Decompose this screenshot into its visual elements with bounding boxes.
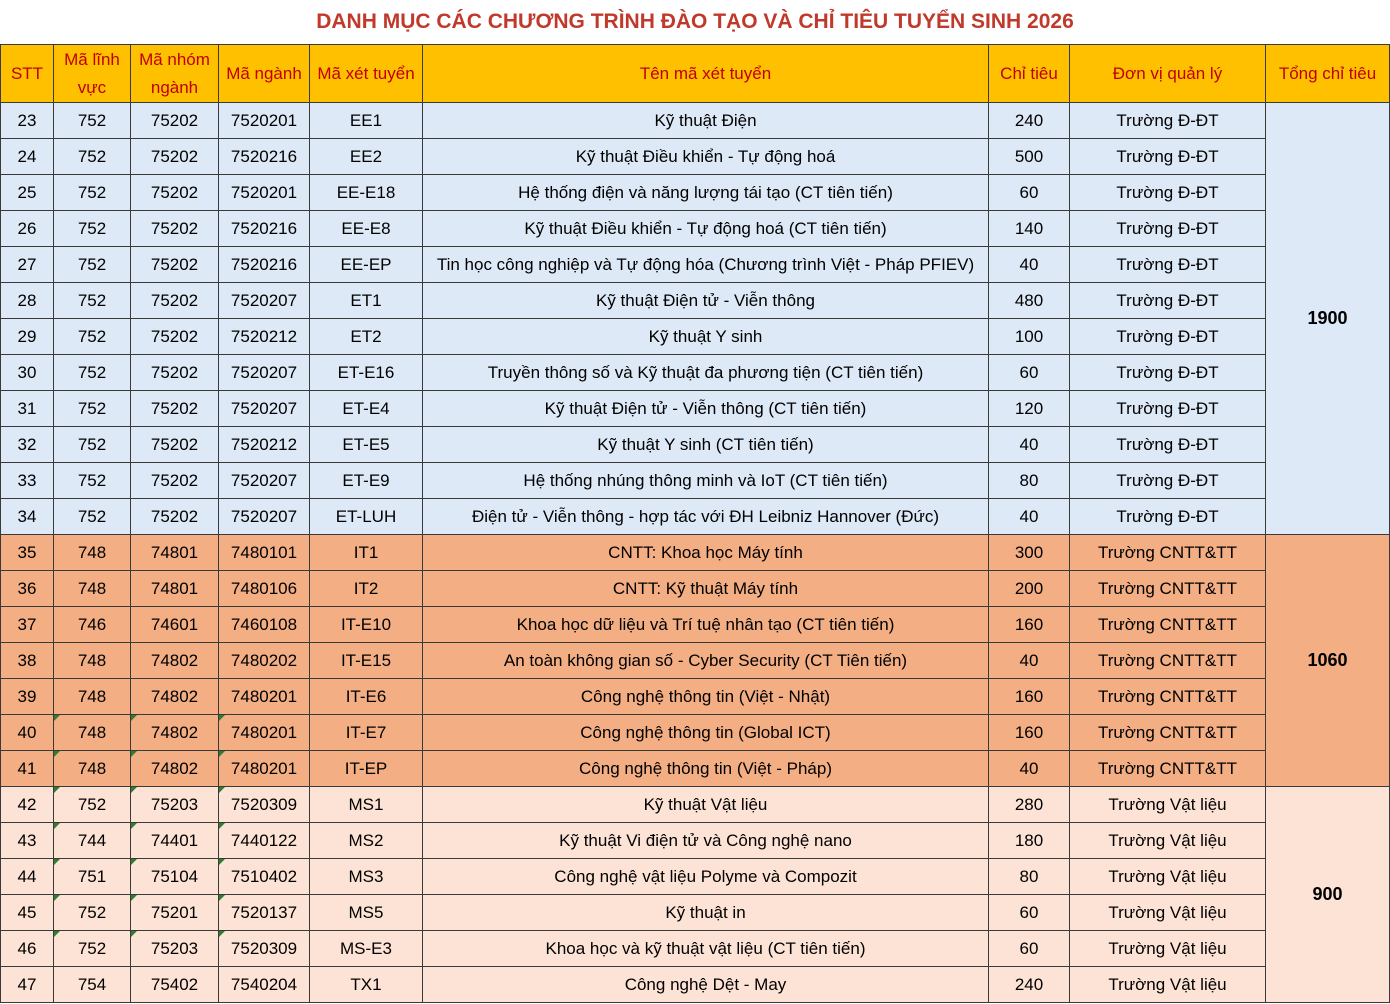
cell-don-vi: Trường Đ-ĐT bbox=[1070, 103, 1266, 139]
cell-ma-nganh: 7520207 bbox=[219, 463, 310, 499]
cell-ma-xet-tuyen: MS5 bbox=[310, 895, 423, 931]
table-row bbox=[1, 283, 1390, 319]
cell-chi-tieu: 200 bbox=[989, 571, 1070, 607]
cell-ten-ma-xet-tuyen: Kỹ thuật Điều khiển - Tự động hoá bbox=[423, 139, 989, 175]
header-ma-nhom-nganh: Mã nhóm ngành bbox=[131, 45, 219, 103]
cell-stt: 36 bbox=[1, 571, 54, 607]
cell-don-vi: Trường Đ-ĐT bbox=[1070, 499, 1266, 535]
cell-ma-nhom-nganh: 75201 bbox=[131, 895, 219, 931]
header-don-vi: Đơn vị quản lý bbox=[1070, 45, 1266, 103]
cell-stt: 32 bbox=[1, 427, 54, 463]
cell-ma-linh-vuc: 751 bbox=[54, 859, 131, 895]
cell-don-vi: Trường CNTT&TT bbox=[1070, 607, 1266, 643]
table-row bbox=[1, 931, 1390, 967]
cell-ten-ma-xet-tuyen: Hệ thống điện và năng lượng tái tạo (CT tiên tiến) bbox=[423, 175, 989, 211]
cell-ma-xet-tuyen: IT-E10 bbox=[310, 607, 423, 643]
cell-stt: 28 bbox=[1, 283, 54, 319]
cell-stt: 25 bbox=[1, 175, 54, 211]
cell-don-vi: Trường CNTT&TT bbox=[1070, 751, 1266, 787]
cell-ten-ma-xet-tuyen: Kỹ thuật Điện tử - Viễn thông bbox=[423, 283, 989, 319]
cell-ten-ma-xet-tuyen: Điện tử - Viễn thông - hợp tác với ĐH Leibniz Hannover (Đức) bbox=[423, 499, 989, 535]
cell-ten-ma-xet-tuyen: Khoa học dữ liệu và Trí tuệ nhân tạo (CT tiên tiến) bbox=[423, 607, 989, 643]
header-ma-nganh: Mã ngành bbox=[219, 45, 310, 103]
cell-ma-xet-tuyen: ET-E9 bbox=[310, 463, 423, 499]
cell-ma-nhom-nganh: 75202 bbox=[131, 103, 219, 139]
cell-ten-ma-xet-tuyen: Công nghệ Dệt - May bbox=[423, 967, 989, 1003]
cell-chi-tieu: 40 bbox=[989, 247, 1070, 283]
cell-ma-nganh: 7520201 bbox=[219, 175, 310, 211]
cell-stt: 31 bbox=[1, 391, 54, 427]
cell-ma-xet-tuyen: IT2 bbox=[310, 571, 423, 607]
cell-ma-nhom-nganh: 75202 bbox=[131, 391, 219, 427]
cell-ten-ma-xet-tuyen: Tin học công nghiệp và Tự động hóa (Chương trình Việt - Pháp PFIEV) bbox=[423, 247, 989, 283]
table-row bbox=[1, 571, 1390, 607]
cell-ten-ma-xet-tuyen: Kỹ thuật Điều khiển - Tự động hoá (CT tiên tiến) bbox=[423, 211, 989, 247]
cell-ma-xet-tuyen: ET-E5 bbox=[310, 427, 423, 463]
table-row bbox=[1, 823, 1390, 859]
cell-ma-linh-vuc: 748 bbox=[54, 751, 131, 787]
cell-don-vi: Trường Vật liệu bbox=[1070, 859, 1266, 895]
cell-ma-nhom-nganh: 75202 bbox=[131, 211, 219, 247]
cell-ma-xet-tuyen: IT1 bbox=[310, 535, 423, 571]
cell-ma-nhom-nganh: 75203 bbox=[131, 931, 219, 967]
cell-ten-ma-xet-tuyen: Kỹ thuật Vật liệu bbox=[423, 787, 989, 823]
header-ten-ma-xet-tuyen: Tên mã xét tuyển bbox=[423, 45, 989, 103]
cell-stt: 46 bbox=[1, 931, 54, 967]
cell-ma-nhom-nganh: 74802 bbox=[131, 679, 219, 715]
cell-ten-ma-xet-tuyen: Kỹ thuật in bbox=[423, 895, 989, 931]
cell-ma-nhom-nganh: 75203 bbox=[131, 787, 219, 823]
cell-ma-nhom-nganh: 74802 bbox=[131, 643, 219, 679]
cell-ma-nhom-nganh: 75202 bbox=[131, 427, 219, 463]
cell-chi-tieu: 60 bbox=[989, 895, 1070, 931]
cell-ma-nganh: 7520212 bbox=[219, 319, 310, 355]
cell-don-vi: Trường Đ-ĐT bbox=[1070, 427, 1266, 463]
table-row bbox=[1, 895, 1390, 931]
cell-stt: 26 bbox=[1, 211, 54, 247]
cell-ma-linh-vuc: 752 bbox=[54, 895, 131, 931]
cell-ma-nganh: 7520207 bbox=[219, 355, 310, 391]
cell-ma-linh-vuc: 752 bbox=[54, 355, 131, 391]
cell-chi-tieu: 120 bbox=[989, 391, 1070, 427]
table-row bbox=[1, 175, 1390, 211]
cell-ma-xet-tuyen: ET1 bbox=[310, 283, 423, 319]
cell-ma-nhom-nganh: 74801 bbox=[131, 535, 219, 571]
cell-stt: 27 bbox=[1, 247, 54, 283]
cell-ten-ma-xet-tuyen: Công nghệ thông tin (Việt - Nhật) bbox=[423, 679, 989, 715]
cell-tong-chi-tieu: 1060 bbox=[1266, 535, 1390, 787]
page-title: DANH MỤC CÁC CHƯƠNG TRÌNH ĐÀO TẠO VÀ CHỈ TIÊU TUYỂN SINH 2026 bbox=[316, 10, 1074, 33]
cell-chi-tieu: 160 bbox=[989, 607, 1070, 643]
cell-don-vi: Trường Vật liệu bbox=[1070, 823, 1266, 859]
cell-ma-xet-tuyen: IT-EP bbox=[310, 751, 423, 787]
cell-ma-linh-vuc: 754 bbox=[54, 967, 131, 1003]
table-row bbox=[1, 139, 1390, 175]
cell-chi-tieu: 240 bbox=[989, 103, 1070, 139]
cell-chi-tieu: 60 bbox=[989, 931, 1070, 967]
cell-ma-linh-vuc: 752 bbox=[54, 463, 131, 499]
cell-ma-linh-vuc: 752 bbox=[54, 283, 131, 319]
cell-don-vi: Trường Đ-ĐT bbox=[1070, 463, 1266, 499]
cell-chi-tieu: 280 bbox=[989, 787, 1070, 823]
cell-chi-tieu: 160 bbox=[989, 715, 1070, 751]
cell-ma-xet-tuyen: ET2 bbox=[310, 319, 423, 355]
cell-ma-nhom-nganh: 75202 bbox=[131, 463, 219, 499]
table-row bbox=[1, 643, 1390, 679]
cell-stt: 34 bbox=[1, 499, 54, 535]
cell-ma-nganh: 7520216 bbox=[219, 139, 310, 175]
table-row bbox=[1, 499, 1390, 535]
cell-ma-nhom-nganh: 75202 bbox=[131, 283, 219, 319]
table-row bbox=[1, 247, 1390, 283]
table-row bbox=[1, 535, 1390, 571]
cell-ma-linh-vuc: 752 bbox=[54, 247, 131, 283]
cell-ma-xet-tuyen: EE2 bbox=[310, 139, 423, 175]
cell-ma-nhom-nganh: 75202 bbox=[131, 499, 219, 535]
header-chi-tieu: Chỉ tiêu bbox=[989, 45, 1070, 103]
cell-stt: 42 bbox=[1, 787, 54, 823]
cell-stt: 29 bbox=[1, 319, 54, 355]
cell-ma-nganh: 7440122 bbox=[219, 823, 310, 859]
cell-ma-nhom-nganh: 75202 bbox=[131, 355, 219, 391]
cell-ma-linh-vuc: 752 bbox=[54, 787, 131, 823]
cell-stt: 47 bbox=[1, 967, 54, 1003]
cell-chi-tieu: 60 bbox=[989, 355, 1070, 391]
cell-ma-nganh: 7480201 bbox=[219, 679, 310, 715]
cell-stt: 43 bbox=[1, 823, 54, 859]
cell-chi-tieu: 60 bbox=[989, 175, 1070, 211]
table-body bbox=[1, 103, 1390, 1003]
header-ma-linh-vuc: Mã lĩnh vực bbox=[54, 45, 131, 103]
cell-ma-nhom-nganh: 75202 bbox=[131, 319, 219, 355]
header-stt: STT bbox=[1, 45, 54, 103]
cell-ma-nganh: 7520207 bbox=[219, 391, 310, 427]
cell-ma-nganh: 7540204 bbox=[219, 967, 310, 1003]
cell-ma-nhom-nganh: 75202 bbox=[131, 247, 219, 283]
cell-ma-linh-vuc: 748 bbox=[54, 571, 131, 607]
cell-ma-xet-tuyen: MS3 bbox=[310, 859, 423, 895]
cell-ten-ma-xet-tuyen: Công nghệ thông tin (Việt - Pháp) bbox=[423, 751, 989, 787]
cell-ma-linh-vuc: 748 bbox=[54, 643, 131, 679]
cell-ma-xet-tuyen: MS-E3 bbox=[310, 931, 423, 967]
cell-ma-xet-tuyen: ET-E4 bbox=[310, 391, 423, 427]
cell-don-vi: Trường Đ-ĐT bbox=[1070, 355, 1266, 391]
cell-ma-nganh: 7480106 bbox=[219, 571, 310, 607]
cell-ten-ma-xet-tuyen: Hệ thống nhúng thông minh và IoT (CT tiên tiến) bbox=[423, 463, 989, 499]
cell-ma-nhom-nganh: 75202 bbox=[131, 139, 219, 175]
cell-don-vi: Trường Vật liệu bbox=[1070, 895, 1266, 931]
cell-chi-tieu: 180 bbox=[989, 823, 1070, 859]
cell-chi-tieu: 480 bbox=[989, 283, 1070, 319]
cell-don-vi: Trường CNTT&TT bbox=[1070, 571, 1266, 607]
cell-don-vi: Trường CNTT&TT bbox=[1070, 679, 1266, 715]
cell-chi-tieu: 160 bbox=[989, 679, 1070, 715]
cell-ten-ma-xet-tuyen: An toàn không gian số - Cyber Security (CT Tiên tiến) bbox=[423, 643, 989, 679]
table-row bbox=[1, 463, 1390, 499]
cell-ma-linh-vuc: 744 bbox=[54, 823, 131, 859]
cell-ma-xet-tuyen: MS2 bbox=[310, 823, 423, 859]
cell-don-vi: Trường Đ-ĐT bbox=[1070, 211, 1266, 247]
cell-ma-linh-vuc: 752 bbox=[54, 427, 131, 463]
cell-ma-nhom-nganh: 75104 bbox=[131, 859, 219, 895]
table-row bbox=[1, 427, 1390, 463]
table-row bbox=[1, 319, 1390, 355]
cell-ma-linh-vuc: 748 bbox=[54, 535, 131, 571]
cell-chi-tieu: 300 bbox=[989, 535, 1070, 571]
cell-stt: 33 bbox=[1, 463, 54, 499]
table-row bbox=[1, 103, 1390, 139]
cell-ten-ma-xet-tuyen: Kỹ thuật Y sinh (CT tiên tiến) bbox=[423, 427, 989, 463]
cell-ten-ma-xet-tuyen: Kỹ thuật Vi điện tử và Công nghệ nano bbox=[423, 823, 989, 859]
header-tong-chi-tieu: Tổng chỉ tiêu bbox=[1266, 45, 1390, 103]
cell-ma-nganh: 7520201 bbox=[219, 103, 310, 139]
cell-ma-nganh: 7520309 bbox=[219, 931, 310, 967]
cell-stt: 35 bbox=[1, 535, 54, 571]
cell-ma-nganh: 7520137 bbox=[219, 895, 310, 931]
cell-don-vi: Trường Đ-ĐT bbox=[1070, 283, 1266, 319]
table-row bbox=[1, 679, 1390, 715]
cell-ma-nganh: 7520309 bbox=[219, 787, 310, 823]
cell-ma-linh-vuc: 752 bbox=[54, 499, 131, 535]
cell-chi-tieu: 40 bbox=[989, 427, 1070, 463]
cell-ma-linh-vuc: 746 bbox=[54, 607, 131, 643]
cell-ma-xet-tuyen: IT-E7 bbox=[310, 715, 423, 751]
cell-ma-nganh: 7520216 bbox=[219, 211, 310, 247]
cell-stt: 23 bbox=[1, 103, 54, 139]
cell-ma-xet-tuyen: MS1 bbox=[310, 787, 423, 823]
cell-ma-linh-vuc: 752 bbox=[54, 139, 131, 175]
cell-ma-nganh: 7480201 bbox=[219, 715, 310, 751]
table-row bbox=[1, 859, 1390, 895]
cell-ma-xet-tuyen: IT-E15 bbox=[310, 643, 423, 679]
table-row bbox=[1, 607, 1390, 643]
cell-ma-linh-vuc: 752 bbox=[54, 391, 131, 427]
cell-tong-chi-tieu: 1900 bbox=[1266, 103, 1390, 535]
cell-ten-ma-xet-tuyen: Khoa học và kỹ thuật vật liệu (CT tiên tiến) bbox=[423, 931, 989, 967]
cell-ma-xet-tuyen: EE-E18 bbox=[310, 175, 423, 211]
cell-don-vi: Trường CNTT&TT bbox=[1070, 535, 1266, 571]
cell-ma-nganh: 7510402 bbox=[219, 859, 310, 895]
cell-don-vi: Trường Vật liệu bbox=[1070, 967, 1266, 1003]
cell-ma-nganh: 7520207 bbox=[219, 499, 310, 535]
cell-stt: 24 bbox=[1, 139, 54, 175]
cell-ma-nhom-nganh: 74801 bbox=[131, 571, 219, 607]
cell-ma-nhom-nganh: 75202 bbox=[131, 175, 219, 211]
cell-chi-tieu: 40 bbox=[989, 751, 1070, 787]
cell-ma-linh-vuc: 748 bbox=[54, 679, 131, 715]
cell-don-vi: Trường Đ-ĐT bbox=[1070, 175, 1266, 211]
cell-ten-ma-xet-tuyen: Truyền thông số và Kỹ thuật đa phương tiện (CT tiên tiến) bbox=[423, 355, 989, 391]
table-row bbox=[1, 391, 1390, 427]
cell-ma-linh-vuc: 752 bbox=[54, 319, 131, 355]
cell-stt: 45 bbox=[1, 895, 54, 931]
cell-ten-ma-xet-tuyen: Kỹ thuật Điện bbox=[423, 103, 989, 139]
cell-ten-ma-xet-tuyen: Kỹ thuật Điện tử - Viễn thông (CT tiên tiến) bbox=[423, 391, 989, 427]
cell-ma-nganh: 7480201 bbox=[219, 751, 310, 787]
cell-don-vi: Trường Đ-ĐT bbox=[1070, 319, 1266, 355]
cell-chi-tieu: 140 bbox=[989, 211, 1070, 247]
cell-ma-nhom-nganh: 74802 bbox=[131, 715, 219, 751]
cell-chi-tieu: 240 bbox=[989, 967, 1070, 1003]
cell-don-vi: Trường Đ-ĐT bbox=[1070, 391, 1266, 427]
cell-chi-tieu: 100 bbox=[989, 319, 1070, 355]
table-row bbox=[1, 211, 1390, 247]
cell-chi-tieu: 500 bbox=[989, 139, 1070, 175]
cell-ma-linh-vuc: 752 bbox=[54, 103, 131, 139]
cell-stt: 30 bbox=[1, 355, 54, 391]
cell-ten-ma-xet-tuyen: Công nghệ thông tin (Global ICT) bbox=[423, 715, 989, 751]
cell-ma-linh-vuc: 752 bbox=[54, 211, 131, 247]
cell-ma-nganh: 7460108 bbox=[219, 607, 310, 643]
cell-ma-xet-tuyen: EE-E8 bbox=[310, 211, 423, 247]
cell-ma-nhom-nganh: 74401 bbox=[131, 823, 219, 859]
cell-ma-xet-tuyen: ET-E16 bbox=[310, 355, 423, 391]
header-ma-xet-tuyen: Mã xét tuyển bbox=[310, 45, 423, 103]
cell-don-vi: Trường Vật liệu bbox=[1070, 787, 1266, 823]
table-row bbox=[1, 967, 1390, 1003]
cell-ma-nhom-nganh: 75402 bbox=[131, 967, 219, 1003]
table-row bbox=[1, 751, 1390, 787]
cell-ma-xet-tuyen: IT-E6 bbox=[310, 679, 423, 715]
cell-ma-nganh: 7480101 bbox=[219, 535, 310, 571]
admission-table bbox=[0, 44, 1390, 1003]
cell-ma-nganh: 7520216 bbox=[219, 247, 310, 283]
cell-don-vi: Trường CNTT&TT bbox=[1070, 715, 1266, 751]
cell-don-vi: Trường Đ-ĐT bbox=[1070, 139, 1266, 175]
cell-ma-xet-tuyen: TX1 bbox=[310, 967, 423, 1003]
cell-ma-xet-tuyen: EE-EP bbox=[310, 247, 423, 283]
cell-stt: 40 bbox=[1, 715, 54, 751]
table-row bbox=[1, 787, 1390, 823]
cell-ma-nhom-nganh: 74601 bbox=[131, 607, 219, 643]
cell-chi-tieu: 40 bbox=[989, 499, 1070, 535]
cell-ma-nganh: 7520207 bbox=[219, 283, 310, 319]
cell-ten-ma-xet-tuyen: Công nghệ vật liệu Polyme và Compozit bbox=[423, 859, 989, 895]
cell-ma-xet-tuyen: EE1 bbox=[310, 103, 423, 139]
cell-chi-tieu: 80 bbox=[989, 859, 1070, 895]
cell-ten-ma-xet-tuyen: CNTT: Khoa học Máy tính bbox=[423, 535, 989, 571]
cell-ma-nhom-nganh: 74802 bbox=[131, 751, 219, 787]
cell-don-vi: Trường CNTT&TT bbox=[1070, 643, 1266, 679]
cell-ma-linh-vuc: 752 bbox=[54, 175, 131, 211]
cell-ten-ma-xet-tuyen: Kỹ thuật Y sinh bbox=[423, 319, 989, 355]
cell-don-vi: Trường Vật liệu bbox=[1070, 931, 1266, 967]
cell-chi-tieu: 40 bbox=[989, 643, 1070, 679]
table-row bbox=[1, 355, 1390, 391]
cell-don-vi: Trường Đ-ĐT bbox=[1070, 247, 1266, 283]
cell-ma-xet-tuyen: ET-LUH bbox=[310, 499, 423, 535]
header-row bbox=[1, 45, 1390, 103]
cell-ma-linh-vuc: 752 bbox=[54, 931, 131, 967]
cell-ten-ma-xet-tuyen: CNTT: Kỹ thuật Máy tính bbox=[423, 571, 989, 607]
cell-stt: 39 bbox=[1, 679, 54, 715]
cell-ma-nganh: 7520212 bbox=[219, 427, 310, 463]
cell-ma-nganh: 7480202 bbox=[219, 643, 310, 679]
cell-tong-chi-tieu: 900 bbox=[1266, 787, 1390, 1003]
cell-chi-tieu: 80 bbox=[989, 463, 1070, 499]
cell-stt: 41 bbox=[1, 751, 54, 787]
cell-stt: 44 bbox=[1, 859, 54, 895]
cell-ma-linh-vuc: 748 bbox=[54, 715, 131, 751]
table-row bbox=[1, 715, 1390, 751]
cell-stt: 38 bbox=[1, 643, 54, 679]
cell-stt: 37 bbox=[1, 607, 54, 643]
